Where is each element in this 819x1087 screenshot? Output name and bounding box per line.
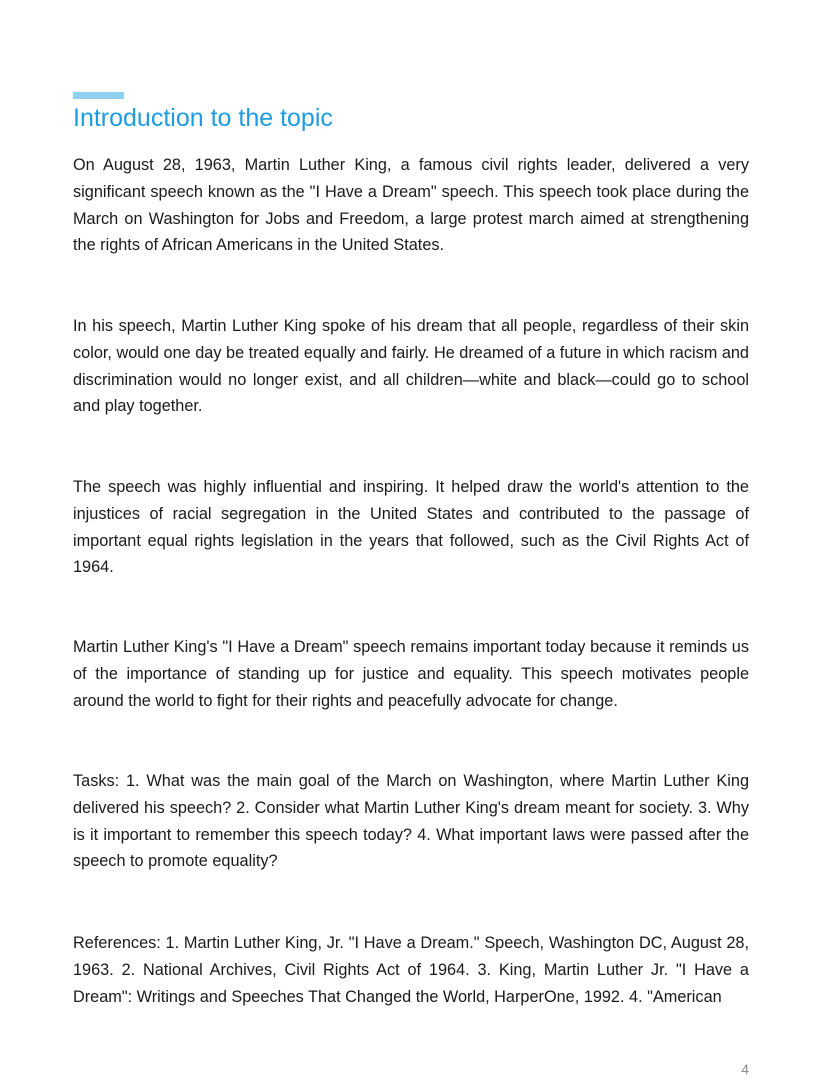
- paragraph-influence: The speech was highly influential and inspiring. It helped draw the world's attention to the injustices of racial segregation in the United States and contributed to the passage of important equal rights legislation in the years that followed, such as the Civil Rights Act of 1964.: [73, 478, 749, 577]
- paragraph-intro: On August 28, 1963, Martin Luther King, a famous civil rights leader, delivered a very significant speech known as the "I Have a Dream" speech. This speech took place during the March on Washington for Jobs and Freedom, a large protest march aimed at strengthening the rights of African Americans in the United States.: [73, 156, 749, 255]
- paragraph-references: References: 1. Martin Luther King, Jr. "I Have a Dream." Speech, Washington DC, August 28, 1963. 2. National Archives, Civil Rights Act of 1964. 3. King, Martin Luther Jr. "I Have a Dream": Writings and Speeches That Changed the World, HarperOne, 1992. 4. "American: [73, 934, 749, 1006]
- paragraph-dream: In his speech, Martin Luther King spoke of his dream that all people, regardless of their skin color, would one day be treated equally and fairly. He dreamed of a future in which racism and discrimination would no longer exist, and all children—white and black—could go to school and play together.: [73, 317, 749, 416]
- paragraph-tasks: Tasks: 1. What was the main goal of the March on Washington, where Martin Luther King delivered his speech? 2. Consider what Martin Luther King's dream meant for society. 3. Why is it important to remember this speech today? 4. What important laws were passed after the speech to promote equality?: [73, 772, 749, 871]
- paragraph-today: Martin Luther King's "I Have a Dream" speech remains important today because it reminds us of the importance of standing up for justice and equality. This speech motivates people around the world to fight for their rights and peacefully advocate for change.: [73, 638, 749, 710]
- heading-accent-bar: [73, 92, 124, 99]
- page-number: 4: [741, 1061, 749, 1077]
- section-heading: Introduction to the topic: [73, 104, 333, 132]
